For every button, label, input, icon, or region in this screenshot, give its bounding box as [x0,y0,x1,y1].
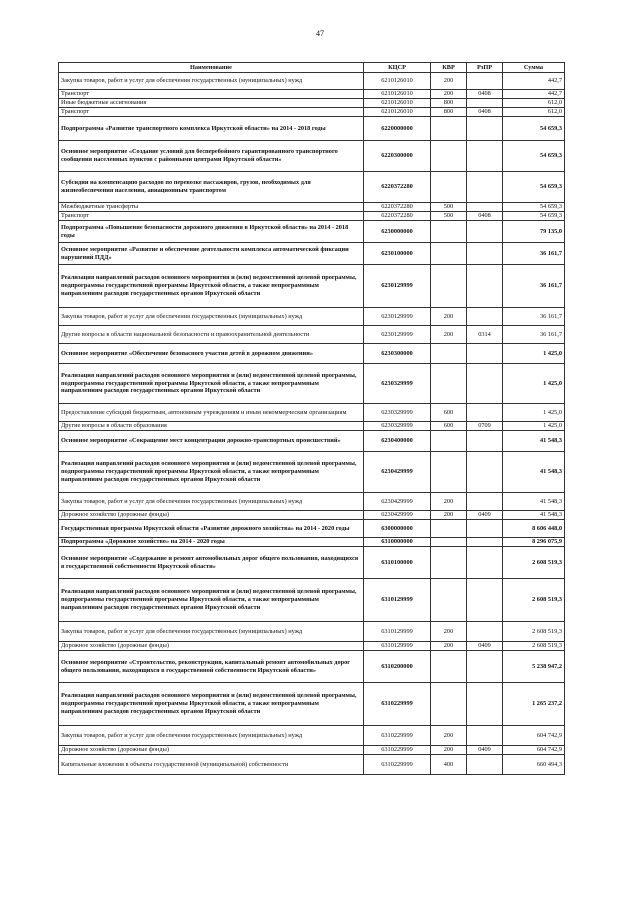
cell-kvr [431,683,467,726]
cell-kvr [431,243,467,265]
cell-rzpr [467,547,503,579]
cell-code: 6230429999 [364,493,431,511]
cell-code: 6310229999 [364,726,431,746]
cell-kvr: 200 [431,493,467,511]
cell-code: 6210126010 [364,99,431,108]
cell-rzpr [467,203,503,212]
table-row [59,326,565,344]
cell-sum: 1 425,0 [503,364,565,404]
cell-name: Реализация направлений расходов основного мероприятия и (или) ведомственной целевой программы, подпрограммы государственной программы Иркутской области, а также непрограммным направлениям расходов государственных органов Иркутской области [59,364,364,404]
cell-code: 6220000000 [364,117,431,141]
cell-rzpr [467,755,503,775]
cell-code: 6230429999 [364,452,431,493]
cell-sum: 8 296 075,9 [503,538,565,547]
cell-rzpr: 0314 [467,326,503,344]
cell-name: Реализация направлений расходов основного мероприятия и (или) ведомственной целевой программы, подпрограммы государственной программы Иркутской области, а также непрограммным направлениям расходов государственных органов Иркутской области [59,452,364,493]
cell-name: Закупка товаров, работ и услуг для обеспечения государственных (муниципальных) нужд [59,493,364,511]
cell-sum: 36 161,7 [503,308,565,326]
cell-kvr: 800 [431,108,467,117]
cell-code: 6310229999 [364,755,431,775]
header-code: КЦСР [364,63,431,73]
cell-rzpr [467,364,503,404]
table-row [59,364,565,404]
cell-name: Другие вопросы в области национальной безопасности и правоохранительной деятельности [59,326,364,344]
cell-code: 6220300000 [364,141,431,172]
cell-name: Капитальные вложения в объекты государственной (муниципальной) собственности [59,755,364,775]
cell-code: 6310129999 [364,579,431,622]
cell-code: 6310229999 [364,746,431,755]
cell-sum: 2 608 519,3 [503,579,565,622]
cell-rzpr [467,520,503,538]
cell-name: Основное мероприятие «Строительство, реконструкция, капитальный ремонт автомобильных дорог общего пользования, находящихся в государственной собственности Иркутской области» [59,651,364,683]
cell-kvr: 200 [431,308,467,326]
cell-rzpr [467,172,503,203]
header-name: Наименование [59,63,364,73]
table-row [59,511,565,520]
cell-sum: 1 265 237,2 [503,683,565,726]
cell-sum: 612,0 [503,108,565,117]
cell-code: 6230300000 [364,344,431,364]
cell-code: 6210126010 [364,108,431,117]
cell-kvr: 200 [431,90,467,99]
cell-kvr [431,431,467,452]
cell-sum: 2 608 519,3 [503,547,565,579]
cell-kvr [431,265,467,308]
cell-code: 6230129999 [364,265,431,308]
cell-sum: 442,7 [503,73,565,90]
cell-name: Транспорт [59,108,364,117]
header-rzpr: РзПР [467,63,503,73]
cell-rzpr [467,431,503,452]
cell-rzpr [467,243,503,265]
table-row [59,683,565,726]
cell-code: 6230329999 [364,364,431,404]
cell-rzpr: 0408 [467,212,503,221]
cell-sum: 41 548,3 [503,493,565,511]
cell-code: 6230129999 [364,308,431,326]
table-row [59,90,565,99]
table-row [59,141,565,172]
cell-kvr [431,520,467,538]
cell-name: Основное мероприятие «Создание условий для бесперебойного гарантированного транспортного сообщения населенных пунктов с районными центрами Иркутской области» [59,141,364,172]
cell-name: Закупка товаров, работ и услуг для обеспечения государственных (муниципальных) нужд [59,308,364,326]
cell-code: 6230429999 [364,511,431,520]
cell-kvr [431,547,467,579]
table-row [59,422,565,431]
table-row [59,203,565,212]
cell-kvr [431,538,467,547]
cell-rzpr: 0409 [467,511,503,520]
cell-name: Подпрограмма «Дорожное хозяйство» на 2014 - 2020 годы [59,538,364,547]
cell-code: 6230000000 [364,221,431,243]
cell-rzpr [467,651,503,683]
table-row [59,651,565,683]
cell-code: 6230129999 [364,326,431,344]
cell-name: Другие вопросы в области образования [59,422,364,431]
cell-code: 6310129999 [364,642,431,651]
cell-rzpr [467,579,503,622]
cell-code: 6230329999 [364,404,431,422]
cell-kvr [431,579,467,622]
table-row [59,172,565,203]
table-row [59,431,565,452]
cell-kvr: 800 [431,99,467,108]
cell-name: Реализация направлений расходов основного мероприятия и (или) ведомственной целевой программы, подпрограммы государственной программы Иркутской области, а также непрограммным направлениям расходов государственных органов Иркутской области [59,683,364,726]
cell-kvr [431,117,467,141]
cell-sum: 660 494,3 [503,755,565,775]
cell-name: Межбюджетные трансферты [59,203,364,212]
cell-kvr: 200 [431,511,467,520]
cell-sum: 36 161,7 [503,326,565,344]
table-row [59,622,565,642]
table-row [59,547,565,579]
table-row [59,404,565,422]
cell-kvr [431,364,467,404]
table-row [59,308,565,326]
cell-name: Предоставление субсидий бюджетным, автономным учреждениям и иным некоммерческим организациям [59,404,364,422]
cell-name: Основное мероприятие «Содержание и ремонт автомобильных дорог общего пользования, находящихся в государственной собственности Иркутской области» [59,547,364,579]
cell-sum: 1 425,0 [503,404,565,422]
cell-rzpr: 0408 [467,108,503,117]
cell-sum: 2 608 519,3 [503,642,565,651]
cell-sum: 612,0 [503,99,565,108]
cell-name: Реализация направлений расходов основного мероприятия и (или) ведомственной целевой программы, подпрограммы государственной программы Иркутской области, а также непрограммным направлениям расходов государственных органов Иркутской области [59,579,364,622]
table-row [59,452,565,493]
cell-sum: 54 659,3 [503,172,565,203]
cell-kvr [431,452,467,493]
cell-code: 6310000000 [364,538,431,547]
table-row [59,73,565,90]
cell-name: Иные бюджетные ассигнования [59,99,364,108]
table-row [59,538,565,547]
cell-sum: 41 548,3 [503,511,565,520]
cell-name: Транспорт [59,212,364,221]
page-number: 47 [316,29,324,38]
cell-kvr: 600 [431,404,467,422]
table-row [59,726,565,746]
cell-rzpr: 0409 [467,746,503,755]
cell-code: 6220372280 [364,172,431,203]
table-row [59,221,565,243]
cell-rzpr [467,493,503,511]
cell-kvr: 600 [431,422,467,431]
cell-sum: 54 659,3 [503,212,565,221]
table-row [59,108,565,117]
cell-name: Основное мероприятие «Сокращение мест концентрации дорожно-транспортных происшествий» [59,431,364,452]
cell-name: Дорожное хозяйство (дорожные фонды) [59,746,364,755]
cell-kvr [431,141,467,172]
cell-name: Основное мероприятие «Развитие и обеспечение деятельности комплекса автоматической фиксации нарушений ПДД» [59,243,364,265]
cell-rzpr [467,683,503,726]
cell-sum: 5 238 947,2 [503,651,565,683]
cell-kvr [431,172,467,203]
cell-rzpr: 0409 [467,642,503,651]
cell-rzpr [467,404,503,422]
cell-name: Основное мероприятие «Обеспечение безопасного участия детей в дорожном движении» [59,344,364,364]
cell-rzpr [467,726,503,746]
cell-sum: 1 425,0 [503,422,565,431]
cell-kvr: 500 [431,203,467,212]
table-row [59,243,565,265]
table-row [59,755,565,775]
cell-sum: 41 548,3 [503,452,565,493]
cell-kvr: 200 [431,326,467,344]
cell-sum: 36 161,7 [503,265,565,308]
cell-name: Дорожное хозяйство (дорожные фонды) [59,642,364,651]
cell-rzpr [467,308,503,326]
cell-rzpr [467,538,503,547]
cell-sum: 79 135,0 [503,221,565,243]
cell-sum: 1 425,0 [503,344,565,364]
table-row [59,212,565,221]
cell-kvr [431,651,467,683]
cell-rzpr [467,73,503,90]
budget-table [58,62,565,775]
cell-sum: 8 606 448,0 [503,520,565,538]
cell-kvr [431,221,467,243]
cell-code: 6310200000 [364,651,431,683]
cell-sum: 41 548,3 [503,431,565,452]
cell-name: Подпрограмма «Развитие транспортного комплекса Иркутской области» на 2014 - 2018 годы [59,117,364,141]
cell-rzpr [467,265,503,308]
header-sum: Сумма [503,63,565,73]
cell-name: Государственная программа Иркутской области «Развитие дорожного хозяйства» на 2014 - 2020 годы [59,520,364,538]
table-row [59,99,565,108]
cell-sum: 54 659,3 [503,203,565,212]
cell-rzpr: 0408 [467,90,503,99]
cell-code: 6230329999 [364,422,431,431]
cell-code: 6310129999 [364,622,431,642]
cell-code: 6210126010 [364,90,431,99]
table-header-row [59,63,565,73]
cell-name: Субсидии на компенсацию расходов по перевозке пассажиров, грузов, необходимых для жизнеобеспечения населения, авиационным транспортом [59,172,364,203]
cell-rzpr: 0709 [467,422,503,431]
cell-kvr: 200 [431,642,467,651]
table-row [59,344,565,364]
cell-kvr: 200 [431,746,467,755]
cell-code: 6230400000 [364,431,431,452]
cell-sum: 54 659,3 [503,117,565,141]
cell-code: 6310229999 [364,683,431,726]
table-row [59,493,565,511]
cell-rzpr [467,141,503,172]
cell-kvr: 200 [431,622,467,642]
cell-code: 6230100000 [364,243,431,265]
cell-code: 6210126010 [364,73,431,90]
table-row [59,117,565,141]
cell-rzpr [467,99,503,108]
cell-name: Дорожное хозяйство (дорожные фонды) [59,511,364,520]
cell-kvr: 400 [431,755,467,775]
cell-sum: 442,7 [503,90,565,99]
cell-code: 6220372280 [364,203,431,212]
cell-sum: 2 608 519,3 [503,622,565,642]
cell-rzpr [467,622,503,642]
cell-name: Реализация направлений расходов основного мероприятия и (или) ведомственной целевой программы, подпрограммы государственной программы Иркутской области, а также непрограммным направлениям расходов государственных органов Иркутской области [59,265,364,308]
cell-name: Подпрограмма «Повышение безопасности дорожного движения в Иркутской области» на 2014 - 2018 годы [59,221,364,243]
table-row [59,746,565,755]
cell-kvr: 200 [431,726,467,746]
table-row [59,520,565,538]
cell-sum: 604 742,9 [503,726,565,746]
cell-kvr [431,344,467,364]
cell-name: Закупка товаров, работ и услуг для обеспечения государственных (муниципальных) нужд [59,726,364,746]
cell-sum: 36 161,7 [503,243,565,265]
cell-sum: 604 742,9 [503,746,565,755]
cell-rzpr [467,221,503,243]
cell-rzpr [467,117,503,141]
cell-name: Закупка товаров, работ и услуг для обеспечения государственных (муниципальных) нужд [59,73,364,90]
table-row [59,265,565,308]
cell-kvr: 200 [431,73,467,90]
cell-kvr: 500 [431,212,467,221]
table-row [59,642,565,651]
cell-rzpr [467,344,503,364]
cell-code: 6220372280 [364,212,431,221]
cell-code: 6310100000 [364,547,431,579]
cell-rzpr [467,452,503,493]
cell-code: 6300000000 [364,520,431,538]
cell-name: Транспорт [59,90,364,99]
cell-sum: 54 659,3 [503,141,565,172]
table-row [59,579,565,622]
cell-name: Закупка товаров, работ и услуг для обеспечения государственных (муниципальных) нужд [59,622,364,642]
header-kvr: КВР [431,63,467,73]
